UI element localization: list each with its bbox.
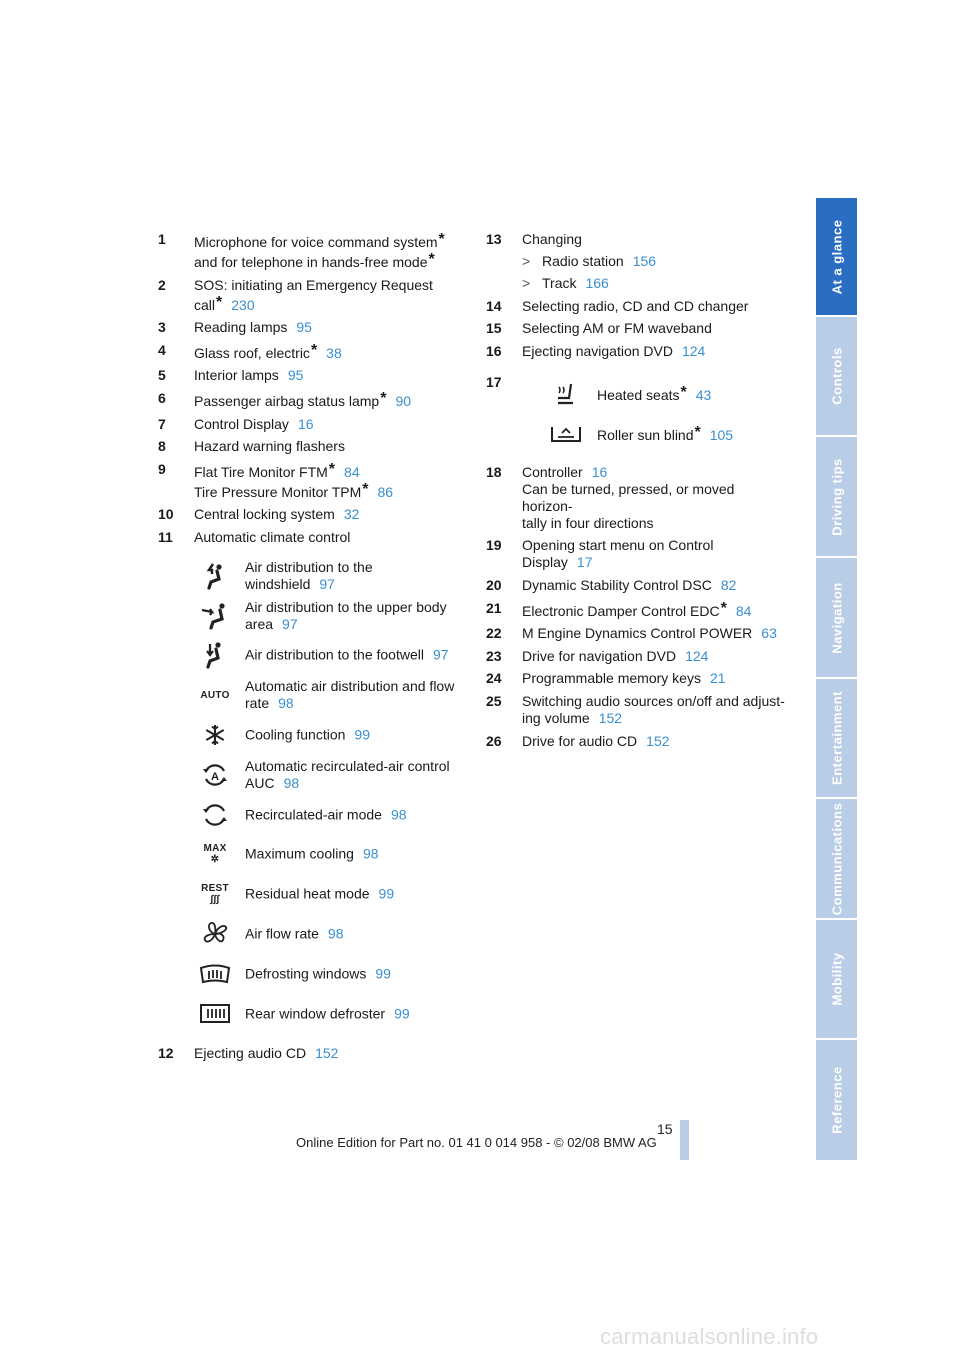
list-item — [158, 438, 463, 455]
page-link[interactable]: 86 — [377, 483, 394, 500]
tab-label: Driving tips — [829, 457, 844, 536]
tab-at-a-glance[interactable] — [816, 198, 857, 315]
item-number: 24 — [486, 670, 502, 687]
climate-row — [158, 675, 463, 715]
list-item — [486, 343, 786, 360]
svg-text:A: A — [211, 770, 219, 783]
tab-label: At a glance — [829, 219, 844, 294]
page-link[interactable]: 98 — [283, 774, 300, 791]
optional-star: * — [310, 341, 318, 359]
climate-text: Automatic recirculated-air control — [245, 757, 450, 774]
item-text: Dynamic Stability Control DSC — [522, 576, 712, 593]
item-text: Central locking system — [194, 506, 335, 523]
page-link[interactable]: 32 — [343, 506, 360, 523]
list-item — [158, 1045, 463, 1062]
item-text: Hazard warning flashers — [194, 438, 345, 455]
item-text: Electronic Damper Control EDC — [522, 602, 720, 619]
item-number: 13 — [486, 231, 502, 247]
seat-text: Heated seats — [597, 386, 680, 403]
item-number: 22 — [486, 625, 502, 642]
page-link[interactable]: 95 — [287, 367, 304, 384]
list-item — [486, 625, 786, 642]
page-link[interactable]: 99 — [354, 726, 370, 743]
page-link[interactable]: 152 — [315, 1044, 339, 1061]
optional-star: * — [328, 460, 336, 478]
item-text: Opening start menu on Control Display — [522, 537, 714, 571]
item-number: 10 — [158, 506, 174, 523]
bullet-arrow: > — [522, 275, 531, 291]
page-link[interactable]: 97 — [282, 615, 298, 632]
item-number: 6 — [158, 389, 166, 406]
item-number: 2 — [158, 276, 166, 293]
item-text: ing volume — [522, 709, 590, 726]
page-link[interactable]: 17 — [576, 554, 593, 571]
optional-star: * — [720, 599, 727, 617]
bullet-arrow: > — [522, 253, 531, 269]
climate-table — [158, 556, 463, 1034]
list-item — [486, 733, 786, 750]
climate-text: Cooling function — [245, 726, 346, 743]
item-text: and for telephone in hands-free mode — [194, 254, 428, 270]
item-number: 20 — [486, 576, 502, 593]
sun-blind-icon — [549, 421, 583, 447]
item-number: 9 — [158, 460, 166, 477]
climate-text: Rear window defroster — [245, 1005, 386, 1022]
tab-label: Entertainment — [829, 691, 844, 785]
sub-item — [522, 275, 786, 292]
list-item — [158, 390, 463, 410]
climate-text: Air flow rate — [245, 925, 319, 942]
page-link[interactable]: 16 — [297, 415, 314, 432]
footer-accent-bar — [680, 1120, 689, 1160]
climate-text: rate — [245, 695, 270, 712]
climate-text: Residual heat mode — [245, 885, 370, 902]
defrost-windshield-icon — [198, 959, 232, 989]
climate-text: Air distribution to the footwell — [245, 646, 424, 663]
footwell-air-icon — [198, 640, 232, 670]
item-number: 25 — [486, 692, 502, 709]
page-link[interactable]: 95 — [296, 319, 312, 336]
rear-defrost-icon — [198, 999, 232, 1029]
optional-star: * — [216, 293, 223, 311]
list-item — [158, 416, 463, 433]
page-link[interactable]: 124 — [685, 647, 709, 664]
page-link[interactable]: 43 — [695, 386, 712, 403]
page-link[interactable]: 98 — [362, 845, 379, 862]
list-item — [486, 231, 786, 292]
page-link[interactable]: 166 — [585, 275, 609, 291]
page-link[interactable]: 152 — [598, 709, 623, 726]
item-number: 12 — [158, 1044, 174, 1061]
list-item — [486, 464, 786, 532]
climate-text: Automatic air distribution and flow — [245, 678, 455, 695]
seat-row — [522, 374, 786, 414]
tab-label: Controls — [829, 347, 844, 405]
sub-text: Radio station — [542, 253, 624, 269]
item-text: Flat Tire Monitor FTM — [194, 463, 328, 480]
small-snowflake-icon: ✲ — [210, 854, 220, 866]
tab-navigation[interactable] — [816, 558, 857, 677]
page-link[interactable]: 156 — [632, 253, 657, 269]
item-number: 15 — [486, 320, 502, 337]
page-link[interactable]: 230 — [231, 296, 255, 313]
sub-item — [522, 253, 786, 270]
page-link[interactable]: 84 — [735, 602, 752, 619]
tab-label: Mobility — [829, 952, 844, 1006]
recirculate-icon — [198, 800, 232, 830]
item-text: Tire Pressure Monitor TPM — [194, 483, 362, 500]
tab-label: Navigation — [829, 581, 844, 654]
auc-icon — [198, 760, 232, 790]
left-column — [158, 231, 463, 1067]
item-text: M Engine Dynamics Control POWER — [522, 625, 753, 642]
page-link[interactable]: 105 — [709, 426, 734, 443]
tab-driving-tips[interactable] — [816, 437, 857, 556]
item-number: 1 — [158, 231, 166, 247]
tab-communications[interactable] — [816, 799, 857, 918]
tab-mobility[interactable] — [816, 920, 857, 1038]
climate-row — [158, 994, 463, 1034]
item-text: Ejecting audio CD — [194, 1044, 307, 1061]
list-item — [158, 506, 463, 523]
rest-label: REST — [201, 883, 229, 895]
page-link[interactable]: 16 — [591, 463, 608, 480]
windshield-air-icon — [198, 561, 232, 591]
item-text: Passenger airbag status lamp — [194, 392, 380, 409]
item-number: 17 — [486, 373, 502, 390]
climate-row — [158, 636, 463, 676]
page-link[interactable]: 38 — [326, 344, 342, 361]
optional-star: * — [694, 423, 701, 441]
optional-star: * — [380, 389, 387, 407]
list-item — [158, 277, 463, 314]
climate-text: Air distribution to the — [245, 558, 373, 575]
climate-row — [158, 874, 463, 914]
item-text: Can be turned, pressed, or moved horizon- — [522, 480, 735, 514]
page-link[interactable]: 124 — [681, 342, 706, 359]
right-column — [486, 231, 786, 755]
item-text: Selecting AM or FM waveband — [522, 320, 712, 337]
item-text: Glass roof, electric — [194, 344, 310, 361]
snowflake-icon — [198, 720, 232, 750]
list-item — [158, 231, 463, 271]
climate-text: AUC — [245, 774, 275, 791]
climate-row — [158, 596, 463, 636]
page-link[interactable]: 99 — [375, 965, 391, 982]
item-text: Controller — [522, 463, 583, 480]
item-text: tally in four directions — [522, 514, 654, 531]
climate-text: area — [245, 615, 274, 632]
climate-row — [158, 755, 463, 795]
upper-body-air-icon — [198, 601, 232, 631]
climate-text: Recirculated-air mode — [245, 806, 382, 823]
chapter-sidebar — [816, 198, 857, 1160]
item-number: 23 — [486, 647, 502, 664]
tab-label: Communications — [829, 802, 844, 915]
page-link[interactable]: 99 — [378, 885, 395, 902]
page-link[interactable]: 97 — [432, 646, 449, 663]
list-item — [486, 577, 786, 594]
sub-text: Track — [542, 275, 577, 291]
auto-icon: AUTO — [200, 689, 230, 701]
heat-waves-icon: ∫∫∫ — [210, 894, 220, 906]
item-number: 21 — [486, 599, 502, 616]
tab-controls[interactable] — [816, 317, 857, 435]
list-item — [486, 320, 786, 337]
climate-row — [158, 715, 463, 755]
page-link[interactable]: 97 — [319, 575, 335, 592]
item-text: Control Display — [194, 415, 289, 432]
residual-heat-icon — [198, 879, 232, 909]
tab-reference[interactable] — [816, 1040, 857, 1160]
item-text: Switching audio sources on/off and adjust- — [522, 692, 785, 709]
item-text: Ejecting navigation DVD — [522, 342, 673, 359]
item-number: 4 — [158, 341, 166, 358]
climate-row — [158, 795, 463, 835]
page-link[interactable]: 90 — [395, 392, 412, 409]
heated-seat-icon — [549, 381, 583, 407]
climate-text: windshield — [245, 575, 311, 592]
page-link[interactable]: 98 — [278, 695, 294, 712]
page-link[interactable]: 63 — [761, 625, 777, 642]
page-link[interactable]: 82 — [720, 576, 737, 593]
list-item — [486, 298, 786, 315]
list-item — [486, 600, 786, 620]
tab-label: Reference — [829, 1066, 844, 1134]
climate-text: Maximum cooling — [245, 845, 354, 862]
item-number: 14 — [486, 297, 502, 314]
item-number: 11 — [158, 528, 173, 545]
item-text: Microphone for voice command system — [194, 234, 438, 250]
list-item — [486, 693, 786, 727]
page-link[interactable]: 152 — [646, 732, 670, 749]
item-number: 16 — [486, 342, 502, 359]
list-item — [486, 670, 786, 687]
seat-row — [522, 414, 786, 454]
climate-text: Defrosting windows — [245, 965, 367, 982]
climate-row — [158, 954, 463, 994]
item-text: Reading lamps — [194, 319, 288, 336]
page-link[interactable]: 98 — [327, 925, 344, 942]
list-item — [158, 342, 463, 362]
page-number: 15 — [657, 1121, 673, 1137]
optional-star: * — [362, 480, 369, 498]
climate-text: Air distribution to the upper body — [245, 598, 447, 615]
page-link[interactable]: 21 — [709, 670, 726, 687]
page-link[interactable]: 99 — [394, 1005, 410, 1022]
item-text: Programmable memory keys — [522, 670, 701, 687]
page-link[interactable]: 98 — [390, 806, 407, 823]
item-number: 18 — [486, 463, 502, 480]
list-item — [158, 461, 463, 501]
list-item — [486, 374, 786, 454]
seat-text: Roller sun blind — [597, 426, 694, 443]
climate-row — [158, 835, 463, 875]
item-number: 19 — [486, 537, 502, 554]
edition-footer: Online Edition for Part no. 01 41 0 014 958 - © 02/08 BMW AG — [296, 1135, 657, 1150]
item-text: Interior lamps — [194, 367, 279, 384]
optional-star: * — [680, 383, 687, 401]
item-text: SOS: initiating an Emergency Request — [194, 276, 433, 293]
item-number: 3 — [158, 319, 166, 336]
item-number: 8 — [158, 438, 166, 455]
item-text: Automatic climate control — [194, 528, 351, 545]
item-number: 26 — [486, 732, 502, 749]
item-text: Drive for audio CD — [522, 732, 638, 749]
list-item — [158, 367, 463, 384]
item-text: Selecting radio, CD and CD changer — [522, 297, 749, 314]
tab-entertainment[interactable] — [816, 679, 857, 797]
optional-star: * — [428, 251, 435, 268]
item-text: Drive for navigation DVD — [522, 647, 677, 664]
max-cooling-icon — [198, 839, 232, 869]
max-label: MAX — [203, 843, 227, 855]
list-item — [486, 648, 786, 665]
page-link[interactable]: 84 — [344, 463, 360, 480]
climate-row — [158, 914, 463, 954]
item-number: 5 — [158, 367, 166, 384]
climate-row — [158, 556, 463, 596]
list-item — [486, 537, 786, 571]
list-item — [158, 529, 463, 546]
item-text: Changing — [522, 231, 582, 247]
item-text: call — [194, 296, 216, 313]
item-number: 7 — [158, 415, 166, 432]
site-watermark: carmanualsonline.info — [600, 1324, 819, 1349]
list-item — [158, 319, 463, 336]
fan-icon — [198, 919, 232, 949]
optional-star: * — [438, 231, 445, 248]
